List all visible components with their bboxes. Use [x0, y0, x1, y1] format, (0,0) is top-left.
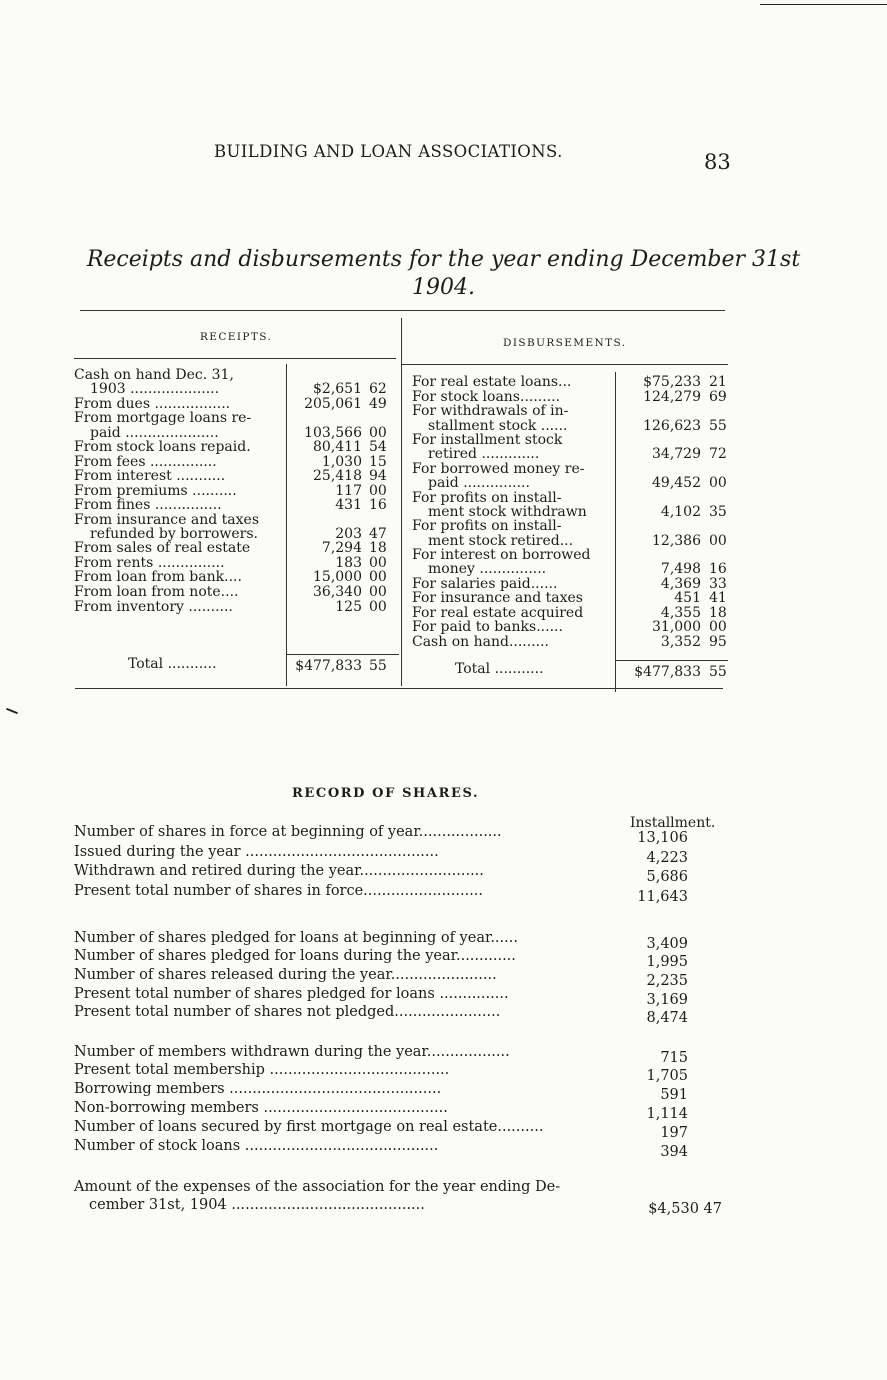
- running-head: BUILDING AND LOAN ASSOCIATIONS.: [214, 142, 563, 161]
- shares-row-value: 13,106: [637, 830, 688, 846]
- disbursement-row-dollars: 12,386: [652, 533, 701, 549]
- disbursement-row-dollars: 126,623: [643, 418, 701, 434]
- section-title-line2: 1904.: [412, 275, 475, 300]
- receipts-total-rule: [287, 654, 399, 655]
- disbursement-row-dollars: 451: [674, 590, 701, 606]
- receipts-total-dollars: $477,833: [295, 658, 362, 674]
- receipt-row-label: From dues .................: [74, 396, 231, 412]
- shares-row-label: Present total membership .......................................: [74, 1062, 450, 1078]
- table-bottom-rule: [75, 688, 723, 689]
- disbursement-row-dollars: 124,279: [643, 389, 701, 405]
- shares-row-value: 5,686: [646, 869, 688, 885]
- disbursement-row-cents: 18: [709, 605, 727, 621]
- disbursement-row-label: ment stock withdrawn: [428, 504, 587, 520]
- disbursement-row-cents: 95: [709, 634, 727, 650]
- disbursement-row-cents: 21: [709, 374, 727, 390]
- shares-row-label: Number of stock loans ..........................................: [74, 1138, 439, 1154]
- shares-row-label: Withdrawn and retired during the year...........................: [74, 863, 484, 879]
- receipt-row-dollars: 15,000: [313, 569, 362, 585]
- disbursement-row-dollars: 34,729: [652, 446, 701, 462]
- shares-row-label: Number of shares pledged for loans during the year.............: [74, 948, 516, 964]
- disbursement-row-cents: 00: [709, 475, 727, 491]
- shares-column-header: Installment.: [630, 815, 716, 831]
- receipt-row-cents: 18: [369, 540, 387, 556]
- receipt-row-dollars: 431: [335, 497, 362, 513]
- expenses-value: $4,530 47: [648, 1201, 722, 1217]
- shares-title: RECORD OF SHARES.: [292, 786, 480, 801]
- disbursement-row-dollars: $75,233: [643, 374, 701, 390]
- disbursement-row-label: For paid to banks......: [412, 619, 563, 635]
- disbursement-row-label: For interest on borrowed: [412, 547, 591, 563]
- shares-row-label: Number of members withdrawn during the year..................: [74, 1044, 510, 1060]
- receipt-row-label: From fines ...............: [74, 497, 222, 513]
- receipts-total-label: Total ...........: [128, 656, 217, 672]
- receipt-row-label: From stock loans repaid.: [74, 439, 251, 455]
- receipt-row-dollars: 1,030: [321, 454, 362, 470]
- receipt-row-label: From premiums ..........: [74, 483, 237, 499]
- shares-row-label: Issued during the year ..........................................: [74, 844, 439, 860]
- disbursement-row-label: paid ...............: [428, 475, 530, 491]
- receipt-row-cents: 54: [369, 439, 387, 455]
- receipt-row-dollars: 80,411: [313, 439, 362, 455]
- shares-row-value: 1,995: [646, 954, 688, 970]
- disbursement-row-dollars: 4,369: [660, 576, 701, 592]
- receipts-total-cents: 55: [369, 658, 387, 674]
- shares-row-value: 8,474: [646, 1010, 688, 1026]
- shares-row-label: Number of loans secured by first mortgage on real estate..........: [74, 1119, 544, 1135]
- section-title-line1: Receipts and disbursements for the year ending December 31st: [86, 247, 801, 272]
- receipt-row-dollars: $2,651: [313, 381, 362, 397]
- disbursement-row-label: money ...............: [428, 561, 547, 577]
- receipt-row-label: From loan from bank....: [74, 569, 242, 585]
- disbursement-row-cents: 35: [709, 504, 727, 520]
- disbursement-row-label: For borrowed money re-: [412, 461, 585, 477]
- disbursement-row-label: For withdrawals of in-: [412, 403, 569, 419]
- disbursement-row-dollars: 49,452: [652, 475, 701, 491]
- receipts-header-rule: [74, 358, 396, 359]
- receipt-row-dollars: 117: [335, 483, 362, 499]
- receipt-row-cents: 16: [369, 497, 387, 513]
- receipt-row-label: From mortgage loans re-: [74, 410, 252, 426]
- disbursements-amount-divider: [615, 372, 616, 692]
- receipt-row-label: From loan from note....: [74, 584, 239, 600]
- shares-row-value: 591: [660, 1087, 688, 1103]
- receipt-row-cents: 00: [369, 483, 387, 499]
- receipt-row-dollars: 7,294: [321, 540, 362, 556]
- receipt-row-dollars: 203: [335, 526, 362, 542]
- receipt-row-label: From sales of real estate: [74, 540, 251, 556]
- shares-row-label: Present total number of shares not pledged.......................: [74, 1004, 501, 1020]
- disbursements-total-cents: 55: [709, 664, 727, 680]
- disbursement-row-label: For real estate acquired: [412, 605, 584, 621]
- disbursement-row-cents: 00: [709, 619, 727, 635]
- shares-row-label: Borrowing members ..............................................: [74, 1081, 442, 1097]
- shares-row-label: Number of shares released during the year.......................: [74, 967, 497, 983]
- shares-row-value: 3,409: [646, 936, 688, 952]
- disbursement-row-label: stallment stock ......: [428, 418, 568, 434]
- disbursement-row-cents: 00: [709, 533, 727, 549]
- receipts-amount-divider: [286, 364, 287, 686]
- page-number: 83: [704, 150, 731, 174]
- shares-row-label: Number of shares in force at beginning of year..................: [74, 824, 502, 840]
- disbursement-row-dollars: 4,355: [660, 605, 701, 621]
- receipts-heading: RECEIPTS.: [200, 331, 273, 343]
- disbursement-row-label: For profits on install-: [412, 490, 562, 506]
- disbursements-heading: DISBURSEMENTS.: [503, 337, 627, 349]
- receipt-row-label: From insurance and taxes: [74, 512, 260, 528]
- disbursement-row-label: For insurance and taxes: [412, 590, 583, 606]
- receipt-row-label: From fees ...............: [74, 454, 217, 470]
- shares-row-value: 2,235: [646, 973, 688, 989]
- disbursements-total-dollars: $477,833: [634, 664, 701, 680]
- disbursements-total-label: Total ...........: [455, 661, 544, 677]
- disbursement-row-dollars: 31,000: [652, 619, 701, 635]
- disbursement-row-cents: 55: [709, 418, 727, 434]
- shares-row-value: 394: [660, 1144, 688, 1160]
- disbursements-total-rule: [616, 660, 728, 661]
- disbursement-row-dollars: 7,498: [660, 561, 701, 577]
- receipt-row-label: 1903 ....................: [90, 381, 220, 397]
- disbursement-row-label: retired .............: [428, 446, 540, 462]
- receipt-row-dollars: 183: [335, 555, 362, 571]
- receipt-row-cents: 00: [369, 584, 387, 600]
- disbursement-row-label: ment stock retired...: [428, 533, 574, 549]
- receipt-row-cents: 47: [369, 526, 387, 542]
- shares-row-label: Number of shares pledged for loans at beginning of year......: [74, 930, 518, 946]
- disbursement-row-label: For real estate loans...: [412, 374, 572, 390]
- receipt-row-cents: 62: [369, 381, 387, 397]
- receipt-row-label: From rents ...............: [74, 555, 225, 571]
- disbursement-row-cents: 69: [709, 389, 727, 405]
- shares-row-value: 4,223: [646, 850, 688, 866]
- disbursement-row-dollars: 3,352: [660, 634, 701, 650]
- disbursement-row-label: For salaries paid......: [412, 576, 558, 592]
- shares-row-value: 1,114: [646, 1106, 688, 1122]
- receipt-row-dollars: 205,061: [304, 396, 362, 412]
- disbursement-row-label: For profits on install-: [412, 518, 562, 534]
- receipt-row-dollars: 36,340: [313, 584, 362, 600]
- margin-mark: [6, 708, 18, 714]
- shares-row-label: Non-borrowing members ........................................: [74, 1100, 448, 1116]
- receipt-row-label: From interest ...........: [74, 468, 226, 484]
- shares-row-value: 1,705: [646, 1068, 688, 1084]
- receipt-row-dollars: 103,566: [304, 425, 362, 441]
- disbursement-row-cents: 33: [709, 576, 727, 592]
- receipt-row-label: refunded by borrowers.: [90, 526, 258, 542]
- disbursement-row-label: For installment stock: [412, 432, 563, 448]
- receipt-row-dollars: 25,418: [313, 468, 362, 484]
- disbursement-row-dollars: 4,102: [660, 504, 701, 520]
- shares-row-value: 11,643: [637, 889, 688, 905]
- section-title: [0, 246, 887, 302]
- disbursements-header-rule: [402, 364, 728, 365]
- disbursement-row-cents: 16: [709, 561, 727, 577]
- center-divider: [401, 318, 402, 686]
- shares-row-value: 197: [660, 1125, 688, 1141]
- disbursement-row-cents: 41: [709, 590, 727, 606]
- receipt-row-label: paid .....................: [90, 425, 219, 441]
- shares-row-value: 715: [660, 1050, 688, 1066]
- receipt-row-cents: 94: [369, 468, 387, 484]
- shares-row-label: Present total number of shares in force..........................: [74, 883, 484, 899]
- table-top-rule: [80, 310, 725, 311]
- disbursement-row-label: Cash on hand.........: [412, 634, 549, 650]
- receipt-row-dollars: 125: [335, 599, 362, 615]
- receipt-row-cents: 15: [369, 454, 387, 470]
- disbursement-row-label: For stock loans.........: [412, 389, 561, 405]
- receipt-row-cents: 00: [369, 555, 387, 571]
- receipt-row-cents: 49: [369, 396, 387, 412]
- receipt-row-cents: 00: [369, 425, 387, 441]
- shares-row-value: 3,169: [646, 992, 688, 1008]
- shares-row-label: Present total number of shares pledged for loans ...............: [74, 986, 509, 1002]
- receipt-row-cents: 00: [369, 569, 387, 585]
- receipt-row-cents: 00: [369, 599, 387, 615]
- disbursement-row-cents: 72: [709, 446, 727, 462]
- receipt-row-label: Cash on hand Dec. 31,: [74, 367, 234, 383]
- receipt-row-label: From inventory ..........: [74, 599, 233, 615]
- edge-mark: [760, 4, 887, 5]
